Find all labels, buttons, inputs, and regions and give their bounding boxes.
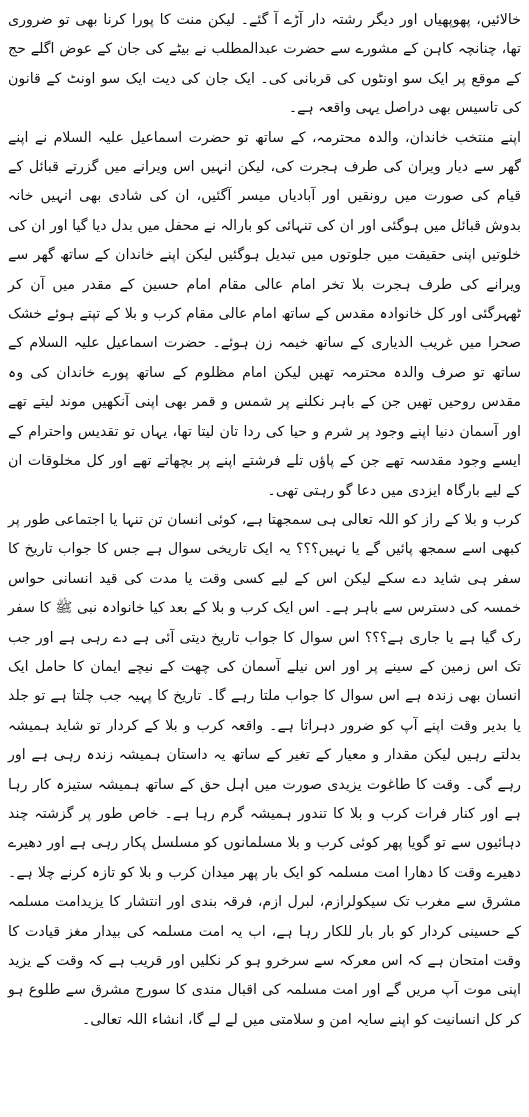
paragraph-2: اپنے منتخب خاندان، والدہ محترمہ، کے ساتھ تو حضرت اسماعیل علیہ السلام نے اپنے گھر سے دیار ویران کی طرف ہجرت کی، لیکن انہیں اس ویرانے میں گزرتے قبائل کے قیام کی صورت میں رونقیں اور آبادیاں میسر آگئیں، ان کی شادی بھی انہیں خانہ بدوش قبائل میں ہوگئی اور ان کی تنہائی کو بارالہ نے محفل میں بدل دیا گیا اور ان کی خلوتیں اپنی حقیقت میں جلوتوں میں تبدیل ہوگئیں لیکن اپنے خاندان کے ساتھ گھر سے ویرانے کی طرف ہجرت بلا تخر امام عالی مقام امام حسین کے مقدر میں آن کر ٹھہرگئی اور کل خانوادہ مقدس کے ساتھ امام عالی مقام کرب و بلا کے تپتے ہوئے خشک صحرا میں غریب الدیاری کے ساتھ خیمہ زن ہوئے۔ حضرت اسماعیل علیہ السلام کے ساتھ تو صرف والدہ محترمہ تھیں لیکن امام مظلوم کے ساتھ پورے خاندان کی وہ مقدس روحیں تھیں جن کے باہر نکلنے پر شمس و قمر بھی اپنی آنکھیں موند لیتے تھے اور آسمان دنیا اپنے وجود پر شرم و حیا کی ردا تان لیتا تھا، یہاں تو تقدیس واحترام کے ایسے وجود مقدسہ تھے جن کے پاؤں تلے فرشتے اپنے پر بچھاتے تھے اور کل مخلوقات ان کے لیے بارگاہ ایزدی میں دعا گو رہتی تھی۔ <box>8 129 521 499</box>
paragraph-1: خالائیں، پھوپھیاں اور دیگر رشتہ دار آڑے آ گئے۔ لیکن منت کا پورا کرنا بھی تو ضروری تھا، چنانچہ کاہن کے مشورے سے حضرت عبدالمطلب نے بیٹے کی جان کے عوض اگلے حج کے موقع پر ایک سو اونٹوں کی قربانی کی۔ ایک جان کی دیت ایک سو اونٹ کے قانون کی تاسیس بھی دراصل یہی واقعہ ہے۔ <box>8 12 521 117</box>
paragraph-3: کرب و بلا کے راز کو اللہ تعالی ہی سمجھتا ہے، کوئی انسان تن تنہا یا اجتماعی طور پر کبھی اسے سمجھ پائیں گے یا نہیں؟؟؟ یہ ایک تاریخی سوال ہے جس کا جواب تاریخ کا سفر ہی شاید دے سکے لیکن اس کے لیے کسی وقت یا مدت کی قید انسانی حواس خمسہ کی دسترس سے باہر ہے۔ اس ایک کرب و بلا کے بعد کیا خانوادہ نبی ﷺ کا سفر رک گیا ہے یا جاری ہے؟؟؟ اس سوال کا جواب تاریخ دیتی آئی ہے دے رہی ہے اور جب تک اس زمین کے سینے پر اور اس نیلے آسمان کی چھت کے نیچے ایمان کا حامل ایک انسان بھی زندہ ہے اس سوال کا جواب ملتا رہے گا۔ تاریخ کا پہیہ جب چلتا ہے تو جلد یا بدیر وقت اپنے آپ کو ضرور دہراتا ہے۔ واقعہ کرب و بلا کے کردار تو شاید ہمیشہ بدلتے رہیں لیکن مقدار و معیار کے تغیر کے ساتھ یہ داستان ہمیشہ زندہ رہی ہے اور رہے گی۔ وقت کا طاغوت یزیدی صورت میں اہل حق کے ساتھ ہمیشہ ستیزہ کار رہا ہے اور کنار فرات کرب و بلا کا تندور ہمیشہ گرم رہا ہے۔ خاص طور پر گزشتہ چند دہائیوں سے تو گویا پھر کوئی کرب و بلا مسلمانوں کو مسلسل پکار رہی ہے اور دھیرے دھیرے وقت کا دھارا امت مسلمہ کو ایک بار پھر میدان کرب و بلا کو تازہ کرنے چلا ہے۔ مشرق سے مغرب تک سیکولرازم، لبرل ازم، فرقہ بندی اور انتشار کا یزیدامت مسلمہ کے حسینی کردار کو بار بار للکار رہا ہے، اب یہ امت مسلمہ کی بیدار مغز قیادت کا وقت امتحان ہے کہ اس معرکہ سے سرخرو ہو کر نکلیں اور قریب ہے کہ وقت کے یزید اپنی موت آپ مریں گے اور امت مسلمہ کی اقبال مندی کا سورج مشرق سے طلوع ہو کر کل انسانیت کو اپنے سایہ امن و سلامتی میں لے لے گا، انشاء اللہ تعالی۔ <box>8 511 521 1028</box>
